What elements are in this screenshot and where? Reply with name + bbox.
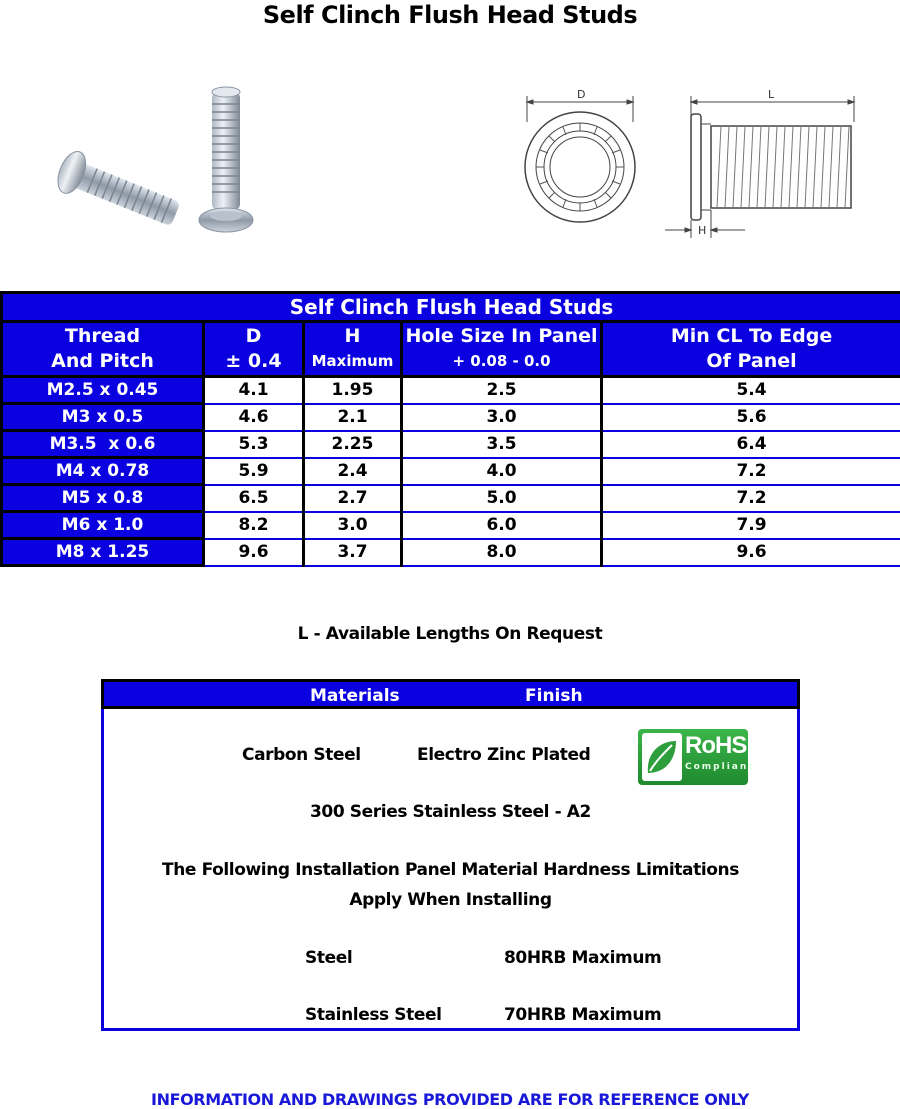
cell-h: 3.0 bbox=[304, 512, 402, 539]
drawing-label-d: D bbox=[577, 88, 586, 101]
cell-min-cl: 7.9 bbox=[602, 512, 900, 539]
materials-header-label: Materials bbox=[310, 686, 400, 706]
cell-hole-size: 3.5 bbox=[402, 431, 602, 458]
materials-box bbox=[101, 679, 800, 1031]
cell-d: 9.6 bbox=[204, 539, 304, 566]
finish-header-label: Finish bbox=[525, 686, 583, 706]
finish-zinc-plated: Electro Zinc Plated bbox=[417, 745, 591, 765]
cell-d: 8.2 bbox=[204, 512, 304, 539]
hardness-stainless-label: Stainless Steel bbox=[305, 1005, 442, 1025]
cell-d: 4.1 bbox=[204, 377, 304, 404]
leaf-icon bbox=[642, 733, 682, 781]
cell-hole-size: 8.0 bbox=[402, 539, 602, 566]
cell-min-cl: 7.2 bbox=[602, 458, 900, 485]
table-row bbox=[2, 431, 900, 458]
header-h: H Maximum bbox=[304, 322, 402, 377]
header-thread: Thread And Pitch bbox=[2, 322, 204, 377]
cell-thread: M3 x 0.5 bbox=[2, 404, 204, 431]
cell-hole-size: 6.0 bbox=[402, 512, 602, 539]
cell-d: 6.5 bbox=[204, 485, 304, 512]
hardness-steel-label: Steel bbox=[305, 948, 353, 968]
cell-h: 2.7 bbox=[304, 485, 402, 512]
table-row bbox=[2, 377, 900, 404]
cell-hole-size: 5.0 bbox=[402, 485, 602, 512]
table-header-row bbox=[2, 322, 900, 377]
cell-h: 1.95 bbox=[304, 377, 402, 404]
hardness-note-line2: Apply When Installing bbox=[349, 890, 552, 910]
cell-min-cl: 5.4 bbox=[602, 377, 900, 404]
table-caption: Self Clinch Flush Head Studs bbox=[2, 293, 900, 322]
rohs-compliant-logo: RoHS Compliant bbox=[638, 729, 748, 785]
table-row bbox=[2, 539, 900, 566]
hardness-note-line1: The Following Installation Panel Material Hardness Limitations bbox=[162, 860, 739, 880]
material-stainless: 300 Series Stainless Steel - A2 bbox=[310, 802, 591, 822]
drawing-label-l: L bbox=[768, 88, 775, 101]
cell-thread: M3.5 x 0.6 bbox=[2, 431, 204, 458]
cell-d: 5.9 bbox=[204, 458, 304, 485]
cell-h: 2.4 bbox=[304, 458, 402, 485]
cell-thread: M5 x 0.8 bbox=[2, 485, 204, 512]
hardness-steel-value: 80HRB Maximum bbox=[504, 948, 662, 968]
cell-thread: M4 x 0.78 bbox=[2, 458, 204, 485]
cell-d: 5.3 bbox=[204, 431, 304, 458]
cell-min-cl: 7.2 bbox=[602, 485, 900, 512]
materials-header bbox=[101, 679, 800, 709]
cell-hole-size: 3.0 bbox=[402, 404, 602, 431]
header-d: D ± 0.4 bbox=[204, 322, 304, 377]
table-row bbox=[2, 512, 900, 539]
cell-thread: M2.5 x 0.45 bbox=[2, 377, 204, 404]
material-carbon-steel: Carbon Steel bbox=[242, 745, 361, 765]
lengths-note: L - Available Lengths On Request bbox=[297, 624, 603, 644]
cell-thread: M6 x 1.0 bbox=[2, 512, 204, 539]
table-row bbox=[2, 458, 900, 485]
table-row bbox=[2, 485, 900, 512]
cell-thread: M8 x 1.25 bbox=[2, 539, 204, 566]
table-row bbox=[2, 404, 900, 431]
drawing-label-h: H bbox=[698, 224, 707, 237]
cell-h: 3.7 bbox=[304, 539, 402, 566]
cell-hole-size: 4.0 bbox=[402, 458, 602, 485]
cell-min-cl: 6.4 bbox=[602, 431, 900, 458]
cell-min-cl: 5.6 bbox=[602, 404, 900, 431]
product-photo bbox=[30, 80, 260, 240]
cell-min-cl: 9.6 bbox=[602, 539, 900, 566]
cell-d: 4.6 bbox=[204, 404, 304, 431]
spec-table bbox=[0, 291, 900, 567]
page-title: Self Clinch Flush Head Studs bbox=[262, 1, 638, 29]
hardness-stainless-value: 70HRB Maximum bbox=[504, 1005, 662, 1025]
dimension-drawing bbox=[515, 82, 860, 242]
cell-h: 2.1 bbox=[304, 404, 402, 431]
cell-h: 2.25 bbox=[304, 431, 402, 458]
cell-hole-size: 2.5 bbox=[402, 377, 602, 404]
header-hole-size: Hole Size In Panel + 0.08 - 0.0 bbox=[402, 322, 602, 377]
header-min-cl: Min CL To Edge Of Panel bbox=[602, 322, 900, 377]
reference-disclaimer: INFORMATION AND DRAWINGS PROVIDED ARE FOR REFERENCE ONLY bbox=[151, 1090, 749, 1109]
